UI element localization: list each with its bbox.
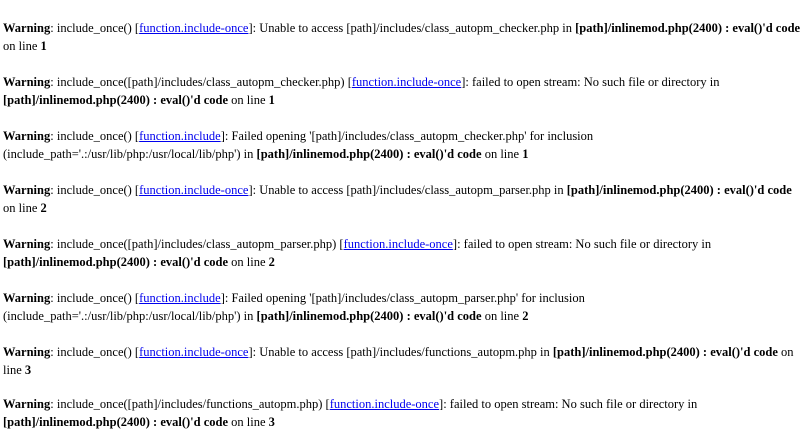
warning-detail: ]: Unable to access [path]/includes/class_autopm_checker.php in (248, 21, 576, 35)
warning-line-text: on line (3, 39, 41, 53)
warning-message (3, 181, 806, 217)
warning-call: : include_once() [ (50, 183, 140, 197)
warning-message (3, 19, 806, 55)
warning-detail: ]: Failed opening '[path]/includes/class_autopm_checker.php' for inclusion (include_path='.:/usr/lib/php:/usr/local/lib/php') in (3, 129, 594, 161)
warning-label: Warning (3, 183, 51, 197)
warning-line-number: 2 (40, 201, 47, 215)
function-doc-link[interactable]: function.include-once (139, 183, 249, 197)
warning-detail: ]: Failed opening '[path]/includes/class_autopm_parser.php' for inclusion (include_path='.:/usr/lib/php:/usr/local/lib/php') in (3, 291, 585, 323)
warning-line-number: 1 (268, 93, 275, 107)
warning-message (3, 73, 806, 109)
warning-detail: ]: failed to open stream: No such file or directory in (452, 237, 712, 251)
warning-call: : include_once([path]/includes/functions_autopm.php) [ (50, 397, 330, 411)
warning-label: Warning (3, 21, 51, 35)
warning-line-text: on line (228, 93, 269, 107)
warning-detail: ]: Unable to access [path]/includes/class_autopm_parser.php in (248, 183, 567, 197)
warning-label: Warning (3, 237, 51, 251)
warning-detail: ]: failed to open stream: No such file or directory in (461, 75, 720, 89)
warning-call: : include_once() [ (50, 345, 140, 359)
warning-line-number: 3 (24, 363, 32, 377)
function-doc-link[interactable]: function.include (139, 291, 221, 305)
warning-call: : include_once([path]/includes/class_autopm_parser.php) [ (50, 237, 344, 251)
warning-line-number: 3 (268, 415, 275, 429)
warning-file: [path]/inlinemod.php(2400) : eval()'d code (3, 255, 229, 269)
warning-line-text: on line (3, 201, 41, 215)
warning-line-number: 2 (268, 255, 275, 269)
warning-label: Warning (3, 345, 51, 359)
warning-line-text: on line (228, 255, 269, 269)
warning-line-number: 1 (522, 147, 529, 161)
warning-call: : include_once([path]/includes/class_autopm_checker.php) [ (50, 75, 352, 89)
function-doc-link[interactable]: function.include-once (329, 397, 440, 411)
function-doc-link[interactable]: function.include-once (351, 75, 462, 89)
warning-call: : include_once() [ (50, 21, 140, 35)
warning-file: [path]/inlinemod.php(2400) : eval()'d code (3, 415, 229, 429)
warning-message (3, 395, 806, 431)
function-doc-link[interactable]: function.include (139, 129, 221, 143)
warning-detail: ]: failed to open stream: No such file or directory in (439, 397, 698, 411)
warning-line-text: on line (228, 415, 269, 429)
warning-detail: ]: Unable to access [path]/includes/functions_autopm.php in (248, 345, 553, 359)
warning-line-text: on line (481, 309, 523, 323)
function-doc-link[interactable]: function.include-once (343, 237, 453, 251)
warning-label: Warning (3, 129, 51, 143)
warning-line-text: on line (481, 147, 523, 161)
warning-line-text: on line (3, 345, 794, 377)
warning-file: [path]/inlinemod.php(2400) : eval()'d code (566, 183, 792, 197)
warning-label: Warning (3, 397, 51, 411)
warning-call: : include_once() [ (50, 291, 140, 305)
warning-call: : include_once() [ (50, 129, 140, 143)
warning-file: [path]/inlinemod.php(2400) : eval()'d code (256, 147, 482, 161)
warning-file: [path]/inlinemod.php(2400) : eval()'d code (552, 345, 778, 359)
warning-message (3, 343, 806, 379)
warning-file: [path]/inlinemod.php(2400) : eval()'d code (575, 21, 801, 35)
warning-label: Warning (3, 291, 51, 305)
warning-message (3, 289, 806, 325)
warning-message (3, 127, 806, 163)
warning-line-number: 1 (40, 39, 47, 53)
warning-label: Warning (3, 75, 51, 89)
warning-file: [path]/inlinemod.php(2400) : eval()'d code (3, 93, 229, 107)
warning-message (3, 235, 806, 271)
warning-file: [path]/inlinemod.php(2400) : eval()'d code (256, 309, 482, 323)
function-doc-link[interactable]: function.include-once (139, 21, 249, 35)
function-doc-link[interactable]: function.include-once (139, 345, 249, 359)
warning-line-number: 2 (522, 309, 529, 323)
